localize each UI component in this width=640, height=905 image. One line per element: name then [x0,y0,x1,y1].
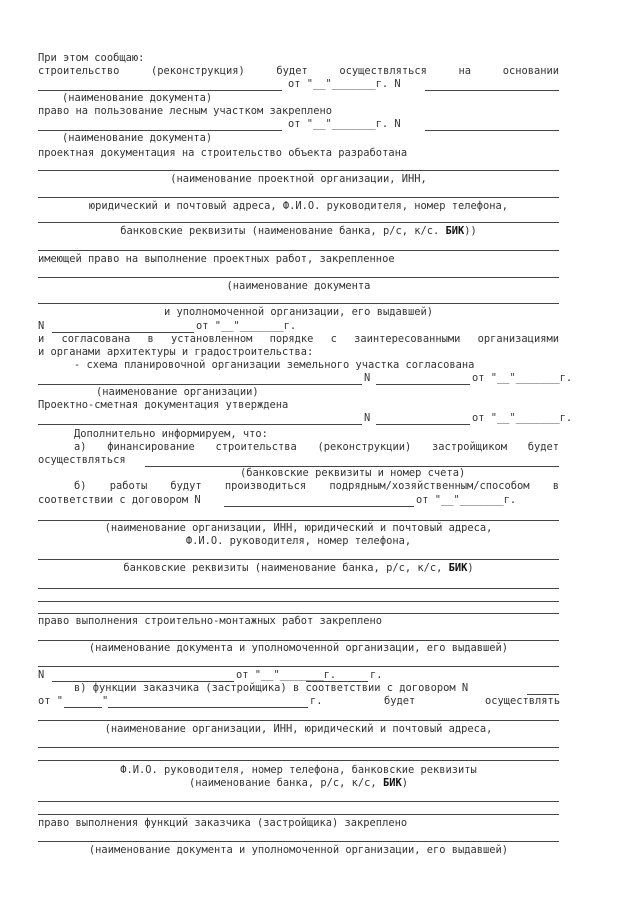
word: осуществляться [339,65,427,77]
org-caption: (наименование организации, ИНН, юридический и почтовый адреса, [104,522,493,534]
date-label: от "__"_______г. [196,320,297,332]
construction-line [38,65,559,78]
word: на [458,65,472,77]
authorized-org-caption: и уполномоченной организации, его выдавшей) [164,306,433,318]
legal-address-caption: юридический и почтовый адреса, Ф.И.О. руководителя, номер телефона, [88,200,509,212]
date-label: от "__"_______г. [472,372,573,384]
contract-text: соответствии с договором N [38,494,201,506]
blank-line[interactable] [38,303,559,304]
date-label: от "__"_______г. [236,669,337,681]
forest-right-text: право на пользование лесным участком закреплено [38,105,333,117]
cm-right-text: право выполнения строительно-монтажных работ закреплено [38,615,383,627]
fio-caption: Ф.И.О. руководителя, номер телефона, [185,535,412,547]
perform-text: осуществлять [485,695,561,707]
doc-org-caption: (наименование документа и уполномоченной организации, его выдавшей) [88,642,509,654]
blank-line[interactable] [38,613,559,614]
blank-line[interactable] [38,222,559,223]
blank-line[interactable] [425,90,559,91]
arch-bodies-text: и органами архитектуры и градостроительства: [38,346,314,358]
agreed-line [38,333,559,346]
doc-name-caption: (наименование документа) [62,92,213,104]
word: будет [276,65,308,77]
blank-line[interactable] [376,424,470,425]
word: заинтересованными [354,333,461,345]
n-label: N [364,412,371,424]
blank-line[interactable] [38,250,559,251]
ot-label: от " [38,695,64,707]
word: (реконструкция) [150,65,245,77]
word: финансирование [107,441,195,453]
blank-line[interactable] [64,707,102,708]
n-label: N [364,372,371,384]
blank-line[interactable] [38,747,559,748]
blank-line[interactable] [38,559,559,560]
blank-line[interactable] [38,814,559,815]
blank-line[interactable] [224,506,414,507]
bank-details-caption: банковские реквизиты (наименование банка, р/с, к/с. БИК)) [120,225,477,237]
blank-line[interactable] [38,130,282,131]
g-label: г. [370,669,383,681]
word: работы [109,480,148,492]
date-label: от "__"_______г. [472,412,573,424]
fio-bank-caption: Ф.И.О. руководителя, номер телефона, банковские реквизиты [120,764,477,776]
blank-line[interactable] [38,520,559,521]
word: (реконструкции) [317,441,412,453]
blank-line[interactable] [376,384,470,385]
word: будут [170,480,202,492]
word: в [147,333,154,345]
doc-name-caption: (наименование документа [226,280,371,292]
additionally-text: Дополнительно информируем, что: [74,428,268,440]
blank-line[interactable] [38,424,362,425]
doc-name-caption: (наименование документа) [62,132,213,144]
word: порядке [269,333,314,345]
blank-line[interactable] [38,801,559,802]
org-caption: (наименование организации, ИНН, юридический и почтовый адреса, [104,723,493,735]
blank-line[interactable] [38,197,559,198]
intro-text: При этом сообщаю: [38,52,145,64]
word: установленном [171,333,253,345]
having-right-text: имеющей право на выполнение проектных работ, закрепленное [38,253,395,265]
date-label: от "__"_______г. N [288,118,401,130]
word: строительство [38,65,120,77]
org-name-caption: (наименование организации) [96,386,259,398]
blank-line[interactable] [38,640,559,641]
word: согласована [61,333,131,345]
blank-line[interactable] [425,130,559,131]
customer-right-text: право выполнения функций заказчика (застройщика) закреплено [38,817,408,829]
n-label: N [38,320,45,332]
word: б) [74,480,87,492]
bank-details-caption: банковские реквизиты (наименование банка, р/с, к/с, БИК) [123,562,474,574]
will-be-text: осуществляться [38,454,126,466]
word: будет [527,441,559,453]
word: основании [502,65,559,77]
blank-line[interactable] [38,841,559,842]
word: и [38,333,45,345]
will-text: будет [384,695,416,707]
proj-org-caption: (наименование проектной организации, ИНН, [170,173,427,185]
blank-line[interactable] [38,601,559,602]
word: застройщиком [431,441,508,453]
word: строительства [215,441,297,453]
blank-line[interactable] [38,277,559,278]
word: производиться [224,480,307,492]
blank-line[interactable] [38,90,282,91]
doc-org-caption: (наименование документа и уполномоченной организации, его выдавшей) [88,844,509,856]
word: с [330,333,337,345]
word: подрядным/хозяйственным/способом [329,480,530,492]
word: а) [74,441,87,453]
works-line [74,480,559,493]
scheme-text: - схема планировочной организации земельного участка согласована [74,359,475,371]
functions-text: в) функции заказчика (застройщика) в соответствии с договором N [74,682,469,694]
quote-label: " [102,695,109,707]
word: организациями [477,333,559,345]
blank-line[interactable] [38,170,559,171]
blank-line[interactable] [38,666,559,667]
blank-line[interactable] [38,720,559,721]
bank-account-caption: (банковские реквизиты и номер счета) [240,467,466,479]
bank-name-caption: (наименование банка, р/с, к/с, БИК) [189,777,408,789]
financing-line [74,441,559,454]
estimate-text: Проектно-сметная документация утверждена [38,399,289,411]
date-label: от "__"_______г. [416,494,517,506]
blank-line[interactable] [108,707,308,708]
blank-line[interactable] [38,384,362,385]
word: в [552,480,559,492]
blank-line[interactable] [38,760,559,761]
date-label: от "__"_______г. N [288,78,401,90]
project-doc-text: проектная документация на строительство объекта разработана [38,147,408,159]
n-label: N [38,669,45,681]
g-label: г. [310,695,323,707]
blank-line[interactable] [38,588,559,589]
